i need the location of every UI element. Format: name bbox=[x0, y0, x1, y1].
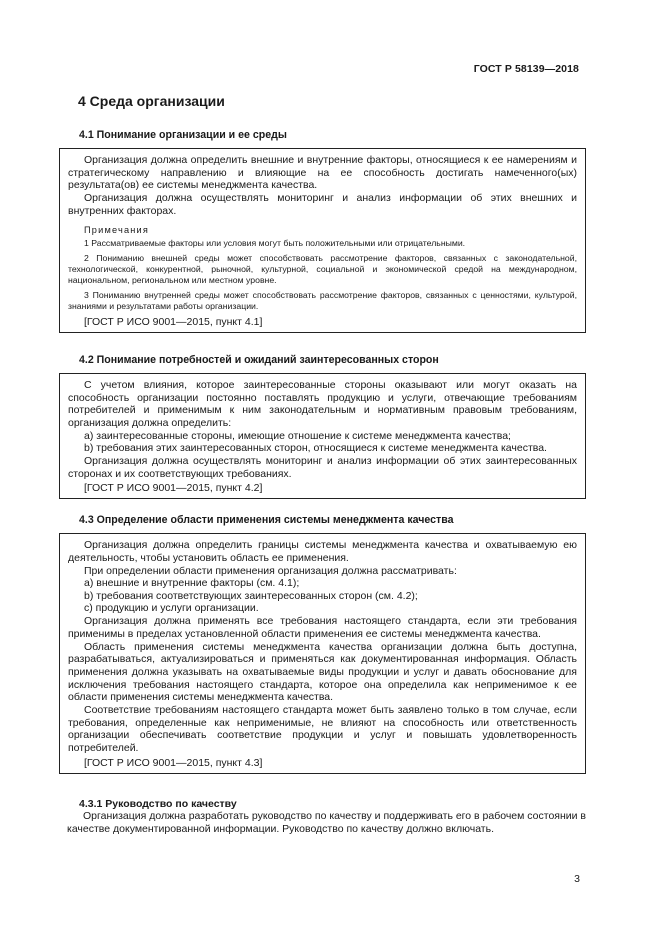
standard-number: ГОСТ Р 58139—2018 bbox=[473, 63, 579, 75]
note: 2 Пониманию внешней среды может способствовать рассмотрение факторов, связанных с законодательной, технологической, конкурентной, рыночной, культурной, социальной и экономической средой на международном, национальном, региональном или местном уровне. bbox=[68, 253, 577, 286]
paragraph: Организация должна определить границы системы менеджмента качества и охватываемую ею деятельность, чтобы установить область ее применения. bbox=[68, 539, 577, 564]
list-item: с) продукцию и услуги организации. bbox=[84, 602, 259, 615]
paragraph: Соответствие требованиям настоящего стандарта может быть заявлено только в том случае, если требования, определенные как неприменимые, не влияют на способность или ответственность организации обеспечивать соответствие продукции и услуг и повышать удовлетворенность потребителей. bbox=[68, 704, 577, 754]
notes-heading: Примечания bbox=[84, 225, 150, 236]
paragraph: Организация должна разработать руководство по качеству и поддерживать его в рабочем состоянии в качестве документированной информации. Руководство по качеству должно включать. bbox=[67, 810, 586, 835]
subsection-title-4-3-1: 4.3.1 Руководство по качеству bbox=[79, 798, 237, 810]
body-text bbox=[59, 810, 586, 835]
list-item: b) требования соответствующих заинтересованных сторон (см. 4.2); bbox=[84, 589, 418, 602]
quote-box-4-1 bbox=[59, 148, 586, 333]
reference: [ГОСТ Р ИСО 9001—2015, пункт 4.2] bbox=[84, 482, 263, 495]
note: 1 Рассматриваемые факторы или условия могут быть положительными или отрицательными. bbox=[84, 238, 466, 249]
note: 3 Пониманию внутренней среды может способствовать рассмотрение факторов, связанных с ценностями, культурой, знаниями и результатами работы организации. bbox=[68, 290, 577, 312]
paragraph: Организация должна осуществлять мониторинг и анализ информации об этих заинтересованных сторонах и их соответствующих требованиях. bbox=[68, 455, 577, 480]
paragraph: При определении области применения организация должна рассматривать: bbox=[84, 564, 457, 577]
reference: [ГОСТ Р ИСО 9001—2015, пункт 4.1] bbox=[84, 316, 263, 329]
subsection-title-4-2: 4.2 Понимание потребностей и ожиданий заинтересованных сторон bbox=[79, 354, 439, 366]
paragraph: Организация должна определить внешние и внутренние факторы, относящиеся к ее намерениям и стратегическому направлению и влияющие на ее способность достигать намеченного(ых) результата(ов) ее системы менеджмента качества. bbox=[68, 154, 577, 192]
reference: [ГОСТ Р ИСО 9001—2015, пункт 4.3] bbox=[84, 756, 263, 769]
paragraph: Организация должна осуществлять мониторинг и анализ информации об этих внешних и внутренних факторах. bbox=[68, 192, 577, 217]
list-item: b) требования этих заинтересованных сторон, относящиеся к системе менеджмента качества. bbox=[84, 442, 547, 455]
paragraph: Организация должна применять все требования настоящего стандарта, если эти требования применимы в пределах установленной области применения ее системы менеджмента качества. bbox=[68, 615, 577, 640]
subsection-title-4-1: 4.1 Понимание организации и ее среды bbox=[79, 129, 287, 141]
page-number: 3 bbox=[574, 873, 580, 885]
subsection-title-4-3: 4.3 Определение области применения системы менеджмента качества bbox=[79, 514, 454, 526]
list-item: а) внешние и внутренние факторы (см. 4.1); bbox=[84, 577, 300, 590]
paragraph: Область применения системы менеджмента качества организации должна быть доступна, разрабатываться, актуализироваться и применяться как документированная информация. Область применения должна указывать на охватываемые виды продукции и услуг и давать обоснование для исключения требования настоящего стандарта, которое она определила как неприменимое к ее области применения системы менеджмента качества. bbox=[68, 640, 577, 704]
section-title: 4 Среда организации bbox=[78, 93, 225, 109]
paragraph: С учетом влияния, которое заинтересованные стороны оказывают или могут оказать на способность организации постоянно поставлять продукцию и услуги, отвечающие требованиям потребителей и применимым к ним законодательным и нормативным правовым требованиям, организация должна определить: bbox=[68, 379, 577, 429]
quote-box-4-2 bbox=[59, 373, 586, 499]
list-item: а) заинтересованные стороны, имеющие отношение к системе менеджмента качества; bbox=[84, 429, 511, 442]
quote-box-4-3 bbox=[59, 533, 586, 774]
